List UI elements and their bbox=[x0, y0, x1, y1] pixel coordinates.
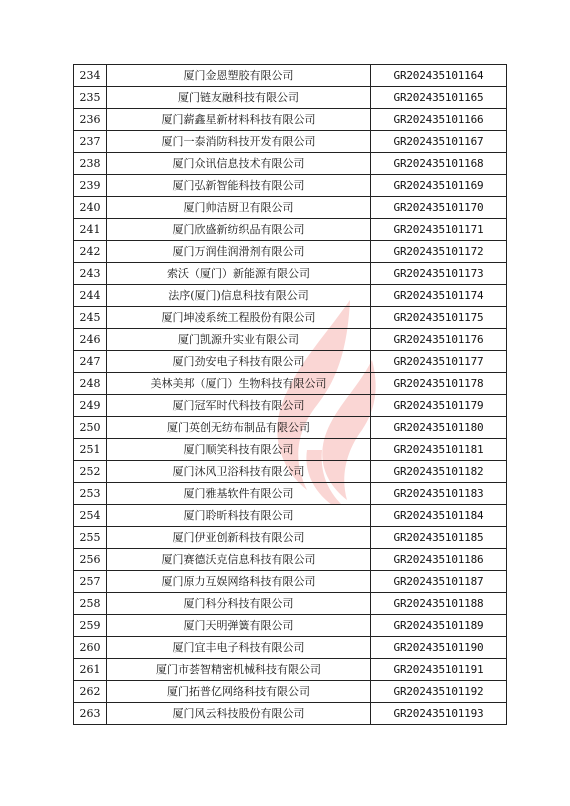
company-name: 厦门劲安电子科技有限公司 bbox=[107, 351, 371, 373]
table-row bbox=[74, 109, 507, 131]
certificate-code: GR202435101173 bbox=[371, 263, 507, 285]
row-number: 240 bbox=[74, 197, 107, 219]
row-number: 238 bbox=[74, 153, 107, 175]
certificate-code: GR202435101179 bbox=[371, 395, 507, 417]
company-name: 厦门拓普亿网络科技有限公司 bbox=[107, 681, 371, 703]
table-row bbox=[74, 571, 507, 593]
certificate-code: GR202435101170 bbox=[371, 197, 507, 219]
company-name: 厦门天明弹簧有限公司 bbox=[107, 615, 371, 637]
table-row bbox=[74, 65, 507, 87]
row-number: 249 bbox=[74, 395, 107, 417]
certificate-code: GR202435101171 bbox=[371, 219, 507, 241]
row-number: 259 bbox=[74, 615, 107, 637]
company-name: 法序(厦门)信息科技有限公司 bbox=[107, 285, 371, 307]
company-name: 索沃（厦门）新能源有限公司 bbox=[107, 263, 371, 285]
certificate-code: GR202435101169 bbox=[371, 175, 507, 197]
row-number: 253 bbox=[74, 483, 107, 505]
row-number: 252 bbox=[74, 461, 107, 483]
company-name: 厦门沐风卫浴科技有限公司 bbox=[107, 461, 371, 483]
certificate-code: GR202435101174 bbox=[371, 285, 507, 307]
table-row bbox=[74, 637, 507, 659]
company-name: 厦门链友融科技有限公司 bbox=[107, 87, 371, 109]
row-number: 254 bbox=[74, 505, 107, 527]
company-name: 厦门坤凌系统工程股份有限公司 bbox=[107, 307, 371, 329]
certificate-code: GR202435101185 bbox=[371, 527, 507, 549]
company-name: 厦门金恩塑胶有限公司 bbox=[107, 65, 371, 87]
company-name: 美林美邦（厦门）生物科技有限公司 bbox=[107, 373, 371, 395]
certificate-code: GR202435101190 bbox=[371, 637, 507, 659]
row-number: 245 bbox=[74, 307, 107, 329]
company-name: 厦门万润佳润滑剂有限公司 bbox=[107, 241, 371, 263]
table-row bbox=[74, 615, 507, 637]
company-table-body bbox=[74, 65, 507, 725]
company-name: 厦门弘新智能科技有限公司 bbox=[107, 175, 371, 197]
table-row bbox=[74, 439, 507, 461]
company-name: 厦门伊亚创新科技有限公司 bbox=[107, 527, 371, 549]
table-row bbox=[74, 461, 507, 483]
row-number: 262 bbox=[74, 681, 107, 703]
company-name: 厦门雅基软件有限公司 bbox=[107, 483, 371, 505]
company-name: 厦门科分科技有限公司 bbox=[107, 593, 371, 615]
certificate-code: GR202435101175 bbox=[371, 307, 507, 329]
certificate-code: GR202435101165 bbox=[371, 87, 507, 109]
certificate-code: GR202435101167 bbox=[371, 131, 507, 153]
table-row bbox=[74, 505, 507, 527]
row-number: 256 bbox=[74, 549, 107, 571]
row-number: 243 bbox=[74, 263, 107, 285]
company-name: 厦门宜丰电子科技有限公司 bbox=[107, 637, 371, 659]
table-row bbox=[74, 219, 507, 241]
row-number: 244 bbox=[74, 285, 107, 307]
row-number: 257 bbox=[74, 571, 107, 593]
table-row bbox=[74, 395, 507, 417]
certificate-code: GR202435101172 bbox=[371, 241, 507, 263]
table-row bbox=[74, 329, 507, 351]
row-number: 248 bbox=[74, 373, 107, 395]
certificate-code: GR202435101166 bbox=[371, 109, 507, 131]
certificate-code: GR202435101187 bbox=[371, 571, 507, 593]
row-number: 251 bbox=[74, 439, 107, 461]
row-number: 260 bbox=[74, 637, 107, 659]
table-row bbox=[74, 703, 507, 725]
company-name: 厦门原力互娱网络科技有限公司 bbox=[107, 571, 371, 593]
certificate-code: GR202435101180 bbox=[371, 417, 507, 439]
row-number: 239 bbox=[74, 175, 107, 197]
table-row bbox=[74, 307, 507, 329]
table-row bbox=[74, 593, 507, 615]
company-name: 厦门市荟智精密机械科技有限公司 bbox=[107, 659, 371, 681]
certificate-code: GR202435101186 bbox=[371, 549, 507, 571]
row-number: 261 bbox=[74, 659, 107, 681]
row-number: 242 bbox=[74, 241, 107, 263]
row-number: 247 bbox=[74, 351, 107, 373]
company-name: 厦门风云科技股份有限公司 bbox=[107, 703, 371, 725]
table-row bbox=[74, 549, 507, 571]
table-row bbox=[74, 263, 507, 285]
table-row bbox=[74, 153, 507, 175]
table-row bbox=[74, 351, 507, 373]
certificate-code: GR202435101189 bbox=[371, 615, 507, 637]
table-row bbox=[74, 241, 507, 263]
row-number: 234 bbox=[74, 65, 107, 87]
certificate-code: GR202435101192 bbox=[371, 681, 507, 703]
company-name: 厦门一泰消防科技开发有限公司 bbox=[107, 131, 371, 153]
row-number: 255 bbox=[74, 527, 107, 549]
certificate-code: GR202435101176 bbox=[371, 329, 507, 351]
certificate-code: GR202435101164 bbox=[371, 65, 507, 87]
row-number: 235 bbox=[74, 87, 107, 109]
company-name: 厦门顺笑科技有限公司 bbox=[107, 439, 371, 461]
row-number: 236 bbox=[74, 109, 107, 131]
company-name: 厦门薪鑫星新材料科技有限公司 bbox=[107, 109, 371, 131]
table-row bbox=[74, 681, 507, 703]
row-number: 246 bbox=[74, 329, 107, 351]
company-name: 厦门帅洁厨卫有限公司 bbox=[107, 197, 371, 219]
certificate-code: GR202435101191 bbox=[371, 659, 507, 681]
certificate-code: GR202435101178 bbox=[371, 373, 507, 395]
table-row bbox=[74, 197, 507, 219]
table-row bbox=[74, 131, 507, 153]
table-row bbox=[74, 659, 507, 681]
table-row bbox=[74, 285, 507, 307]
company-name: 厦门众讯信息技术有限公司 bbox=[107, 153, 371, 175]
certificate-code: GR202435101177 bbox=[371, 351, 507, 373]
table-row bbox=[74, 87, 507, 109]
table-row bbox=[74, 527, 507, 549]
certificate-code: GR202435101184 bbox=[371, 505, 507, 527]
company-name: 厦门赛德沃克信息科技有限公司 bbox=[107, 549, 371, 571]
certificate-code: GR202435101181 bbox=[371, 439, 507, 461]
row-number: 241 bbox=[74, 219, 107, 241]
table-row bbox=[74, 175, 507, 197]
row-number: 263 bbox=[74, 703, 107, 725]
company-name: 厦门凯源升实业有限公司 bbox=[107, 329, 371, 351]
certificate-code: GR202435101168 bbox=[371, 153, 507, 175]
company-name: 厦门欣盛新纺织品有限公司 bbox=[107, 219, 371, 241]
row-number: 250 bbox=[74, 417, 107, 439]
company-table bbox=[73, 64, 507, 725]
table-row bbox=[74, 417, 507, 439]
company-name: 厦门英创无纺布制品有限公司 bbox=[107, 417, 371, 439]
table-row bbox=[74, 483, 507, 505]
company-name: 厦门聆昕科技有限公司 bbox=[107, 505, 371, 527]
certificate-code: GR202435101183 bbox=[371, 483, 507, 505]
certificate-code: GR202435101188 bbox=[371, 593, 507, 615]
table-row bbox=[74, 373, 507, 395]
row-number: 237 bbox=[74, 131, 107, 153]
row-number: 258 bbox=[74, 593, 107, 615]
certificate-code: GR202435101182 bbox=[371, 461, 507, 483]
company-name: 厦门冠军时代科技有限公司 bbox=[107, 395, 371, 417]
certificate-code: GR202435101193 bbox=[371, 703, 507, 725]
